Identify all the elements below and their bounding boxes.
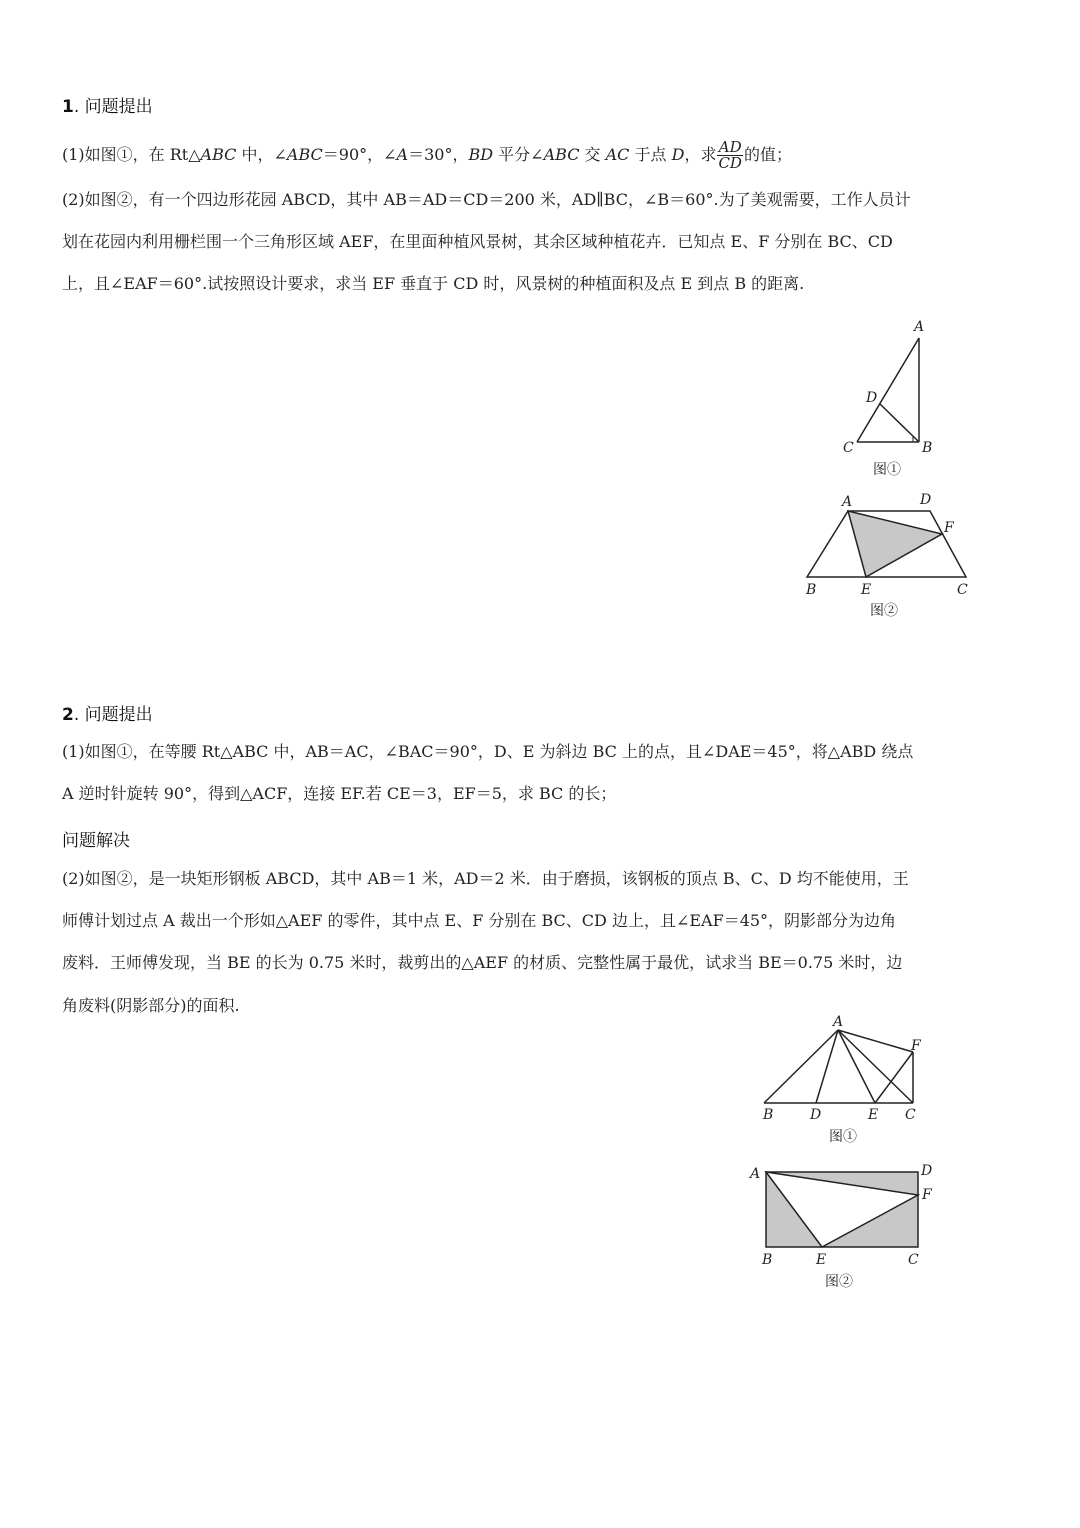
fig-label: D	[920, 492, 932, 508]
fig-label: A	[833, 1014, 844, 1030]
problem2-heading-text: . 问题提出	[73, 705, 153, 725]
problem2-part2-line2: 师傅计划过点 A 裁出一个形如△AEF 的零件，其中点 E、F 分别在 BC、CD 边上，且∠EAF＝45°，阴影部分为边角	[62, 911, 897, 930]
p1-text: ABC	[286, 145, 323, 164]
fraction-denominator: CD	[718, 154, 742, 172]
fig-label: B	[763, 1107, 774, 1123]
fig-caption: 图②	[825, 1274, 853, 1290]
p1-text: ABC	[200, 145, 237, 164]
p1-text: 于点	[629, 145, 672, 164]
problem2-part2-line4: 角废料(阴影部分)的面积.	[62, 996, 240, 1015]
fig-label: B	[806, 582, 817, 598]
p1-text: A	[396, 145, 409, 164]
p1-text: ＝30°，	[408, 145, 469, 164]
fig-label: F	[911, 1038, 921, 1054]
fraction-numerator: AD	[718, 138, 742, 156]
p1-text: ，求	[684, 145, 717, 164]
p1-text: 平分∠	[493, 145, 544, 164]
fig-caption: 图②	[870, 603, 898, 619]
p1-text: ABC	[543, 145, 580, 164]
problem2-part2-line3: 废料．王师傅发现，当 BE 的长为 0.75 米时，裁剪出的△AEF 的材质、完整性属于最优，试求当 BE＝0.75 米时，边	[62, 953, 903, 972]
problem1-number: 1	[62, 97, 74, 117]
p1-text: BD	[468, 145, 494, 164]
fig-label: A	[914, 319, 925, 335]
problem1-part2-line2: 划在花园内利用栅栏围一个三角形区域 AEF，在里面种植风景树，其余区域种植花卉．已知点 E、F 分别在 BC、CD	[62, 232, 893, 251]
problem2-part1-line2: A 逆时针旋转 90°，得到△ACF，连接 EF.若 CE＝3，EF＝5，求 BC 的长；	[62, 784, 617, 803]
problem1-part2-line1: (2)如图②，有一个四边形花园 ABCD，其中 AB＝AD＝CD＝200 米，AD∥BC，∠B＝60°.为了美观需要，工作人员计	[62, 190, 911, 209]
p1-text: 中，∠	[236, 145, 287, 164]
fig-label: F	[944, 520, 954, 536]
problem2-part2-line1: (2)如图②，是一块矩形钢板 ABCD，其中 AB＝1 米，AD＝2 米．由于磨损，该钢板的顶点 B、C、D 均不能使用，王	[62, 869, 909, 888]
fig-label: B	[762, 1252, 773, 1268]
problem2-part1-line1: (1)如图①，在等腰 Rt△ABC 中，AB＝AC，∠BAC＝90°，D、E 为斜边 BC 上的点，且∠DAE＝45°，将△ABD 绕点	[62, 742, 914, 761]
fig-caption: 图①	[873, 462, 901, 478]
problem2-number: 2	[62, 705, 74, 725]
p1-text: ＝90°，∠	[322, 145, 397, 164]
p1-text: D	[671, 145, 685, 164]
p1-text: 交	[579, 145, 606, 164]
problem1-part2-line3: 上，且∠EAF＝60°.试按照设计要求，求当 EF 垂直于 CD 时，风景树的种植面积及点 E 到点 B 的距离.	[62, 274, 805, 293]
fig-label: A	[750, 1166, 761, 1182]
fig-label: D	[810, 1107, 822, 1123]
fig-label: E	[861, 582, 872, 598]
fig-label: C	[957, 582, 968, 598]
fig-label: B	[922, 440, 933, 456]
fig-label: C	[905, 1107, 916, 1123]
p1-text: AC	[605, 145, 630, 164]
fig-label: E	[868, 1107, 879, 1123]
fig-caption: 图①	[829, 1129, 857, 1145]
fig-label: D	[921, 1163, 933, 1179]
p1-text: 的值；	[743, 145, 792, 164]
problem2-subheading: 问题解决	[62, 831, 130, 851]
fig-label: E	[816, 1252, 827, 1268]
p1-text: (1)如图①，在 Rt△	[62, 145, 201, 164]
fig-label: C	[843, 440, 854, 456]
fig-label: F	[922, 1187, 932, 1203]
problem1-heading-text: . 问题提出	[73, 97, 153, 117]
fig-label: D	[866, 390, 878, 406]
fig-label: C	[908, 1252, 919, 1268]
fig-label: A	[842, 494, 853, 510]
